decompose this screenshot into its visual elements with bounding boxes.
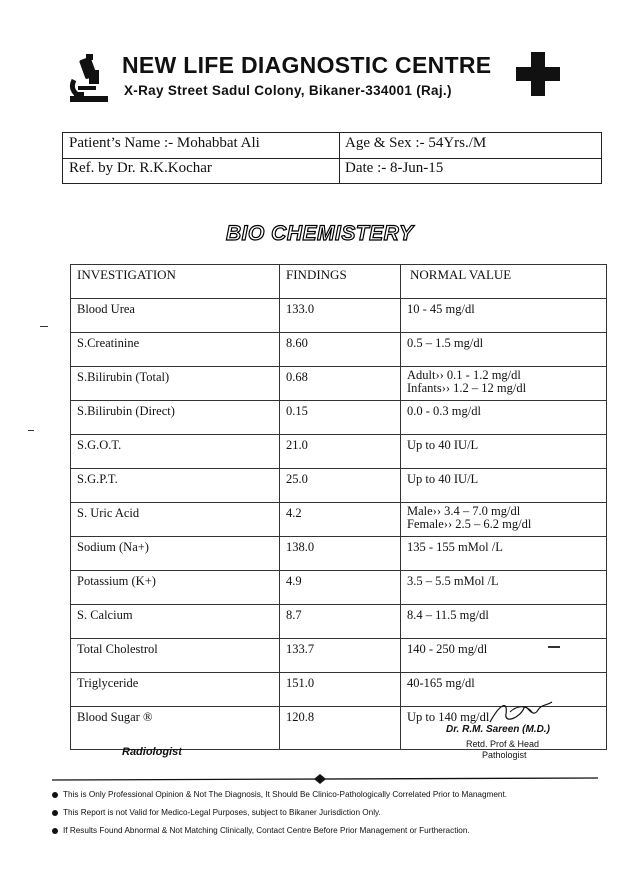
- normal-value-cell: [401, 639, 607, 673]
- normal-value-cell: [401, 503, 607, 537]
- scan-mark: [40, 326, 48, 327]
- investigation-cell: S.Creatinine: [71, 333, 280, 367]
- finding-cell: 8.60: [280, 333, 401, 367]
- section-title: BIO CHEMISTERY: [226, 222, 414, 245]
- table-header-row: [71, 265, 607, 299]
- investigation-cell: S.G.P.T.: [71, 469, 280, 503]
- finding-cell: 21.0: [280, 435, 401, 469]
- table-row: [71, 367, 607, 401]
- normal-value-line: Male›› 3.4 – 7.0 mg/dl: [407, 504, 521, 518]
- normal-value-line: 3.5 – 5.5 mMol /L: [407, 574, 499, 588]
- normal-value-cell: [401, 401, 607, 435]
- finding-cell: 133.0: [280, 299, 401, 333]
- finding-cell: 133.7: [280, 639, 401, 673]
- patient-age-sex: Age & Sex :- 54Yrs./M: [345, 135, 487, 151]
- pathologist-signature: [486, 694, 556, 726]
- finding-cell: 4.9: [280, 571, 401, 605]
- normal-value-line: Female›› 2.5 – 6.2 mg/dl: [407, 517, 532, 531]
- centre-title: NEW LIFE DIAGNOSTIC CENTRE: [122, 52, 492, 78]
- investigation-cell: Potassium (K+): [71, 571, 280, 605]
- table-row: [71, 537, 607, 571]
- disclaimer-note: This is Only Professional Opinion & Not The Diagnosis, It Should Be Clinico-Pathologically Correlated Prior to Managment.: [52, 790, 507, 799]
- bullet-icon: [52, 828, 58, 834]
- patient-name: Patient’s Name :- Mohabbat Ali: [69, 135, 260, 151]
- normal-value-line: 40-165 mg/dl: [407, 676, 475, 690]
- pathologist-name: Dr. R.M. Sareen (M.D.): [446, 724, 550, 735]
- microscope-icon: [68, 52, 112, 106]
- investigation-cell: Triglyceride: [71, 673, 280, 707]
- disclaimer-note: This Report is not Valid for Medico-Legal Purposes, subject to Bikaner Jurisdiction Only.: [52, 808, 381, 817]
- bullet-icon: [52, 810, 58, 816]
- table-row: [71, 401, 607, 435]
- report-date: Date :- 8-Jun-15: [345, 160, 444, 176]
- header-investigation: INVESTIGATION: [71, 265, 280, 299]
- normal-value-cell: [401, 469, 607, 503]
- table-row: [71, 299, 607, 333]
- normal-value-line: 140 - 250 mg/dl: [407, 642, 488, 656]
- normal-value-cell: [401, 537, 607, 571]
- normal-value-cell: [401, 333, 607, 367]
- finding-cell: 4.2: [280, 503, 401, 537]
- finding-cell: 25.0: [280, 469, 401, 503]
- table-row: [71, 571, 607, 605]
- investigation-cell: S.G.O.T.: [71, 435, 280, 469]
- normal-value-line: 8.4 – 11.5 mg/dl: [407, 608, 489, 622]
- investigation-cell: Blood Sugar ®: [71, 707, 280, 750]
- finding-cell: 120.8: [280, 707, 401, 750]
- investigation-cell: Total Cholestrol: [71, 639, 280, 673]
- table-row: [71, 469, 607, 503]
- investigation-cell: S. Uric Acid: [71, 503, 280, 537]
- normal-value-line: 0.0 - 0.3 mg/dl: [407, 404, 481, 418]
- table-row: [71, 503, 607, 537]
- scan-mark: [28, 430, 34, 431]
- normal-value-line: Adult›› 0.1 - 1.2 mg/dl: [407, 368, 521, 382]
- investigation-cell: S.Bilirubin (Direct): [71, 401, 280, 435]
- referring-doctor: Ref. by Dr. R.K.Kochar: [69, 160, 212, 176]
- disclaimer-note: If Results Found Abnormal & Not Matching Clinically, Contact Centre Before Prior Management or Furtheraction.: [52, 826, 470, 835]
- finding-cell: 0.15: [280, 401, 401, 435]
- normal-value-line: Up to 40 IU/L: [407, 472, 479, 486]
- table-row: [71, 435, 607, 469]
- bullet-icon: [52, 792, 58, 798]
- finding-cell: 151.0: [280, 673, 401, 707]
- patient-info-box: [62, 132, 602, 184]
- radiologist-label: Radiologist: [122, 746, 182, 758]
- normal-value-line: Up to 40 IU/L: [407, 438, 479, 452]
- normal-value-line: Up to 140 mg/dl: [407, 710, 490, 724]
- investigation-cell: Sodium (Na+): [71, 537, 280, 571]
- finding-cell: 0.68: [280, 367, 401, 401]
- pathologist-title: Pathologist: [482, 750, 527, 760]
- medical-cross-icon: [516, 52, 560, 96]
- investigation-cell: S.Bilirubin (Total): [71, 367, 280, 401]
- scan-mark: [548, 646, 560, 648]
- normal-value-cell: [401, 435, 607, 469]
- centre-address: X-Ray Street Sadul Colony, Bikaner-334001 (Raj.): [124, 83, 452, 98]
- finding-cell: 138.0: [280, 537, 401, 571]
- normal-value-cell: [401, 571, 607, 605]
- normal-value-line: 0.5 – 1.5 mg/dl: [407, 336, 484, 350]
- investigation-cell: Blood Urea: [71, 299, 280, 333]
- table-row: [71, 333, 607, 367]
- investigation-cell: S. Calcium: [71, 605, 280, 639]
- finding-cell: 8.7: [280, 605, 401, 639]
- header-findings: FINDINGS: [280, 265, 401, 299]
- normal-value-cell: [401, 299, 607, 333]
- normal-value-cell: [401, 367, 607, 401]
- normal-value-line: Infants›› 1.2 – 12 mg/dl: [407, 381, 527, 395]
- footer-divider: [52, 774, 598, 784]
- pathologist-designation: Retd. Prof & Head: [466, 739, 540, 749]
- table-row: [71, 639, 607, 673]
- normal-value-cell: [401, 605, 607, 639]
- normal-value-line: 10 - 45 mg/dl: [407, 302, 475, 316]
- results-table: [70, 264, 607, 750]
- table-row: [71, 605, 607, 639]
- header-normal-value: NORMAL VALUE: [401, 265, 607, 299]
- normal-value-line: 135 - 155 mMol /L: [407, 540, 503, 554]
